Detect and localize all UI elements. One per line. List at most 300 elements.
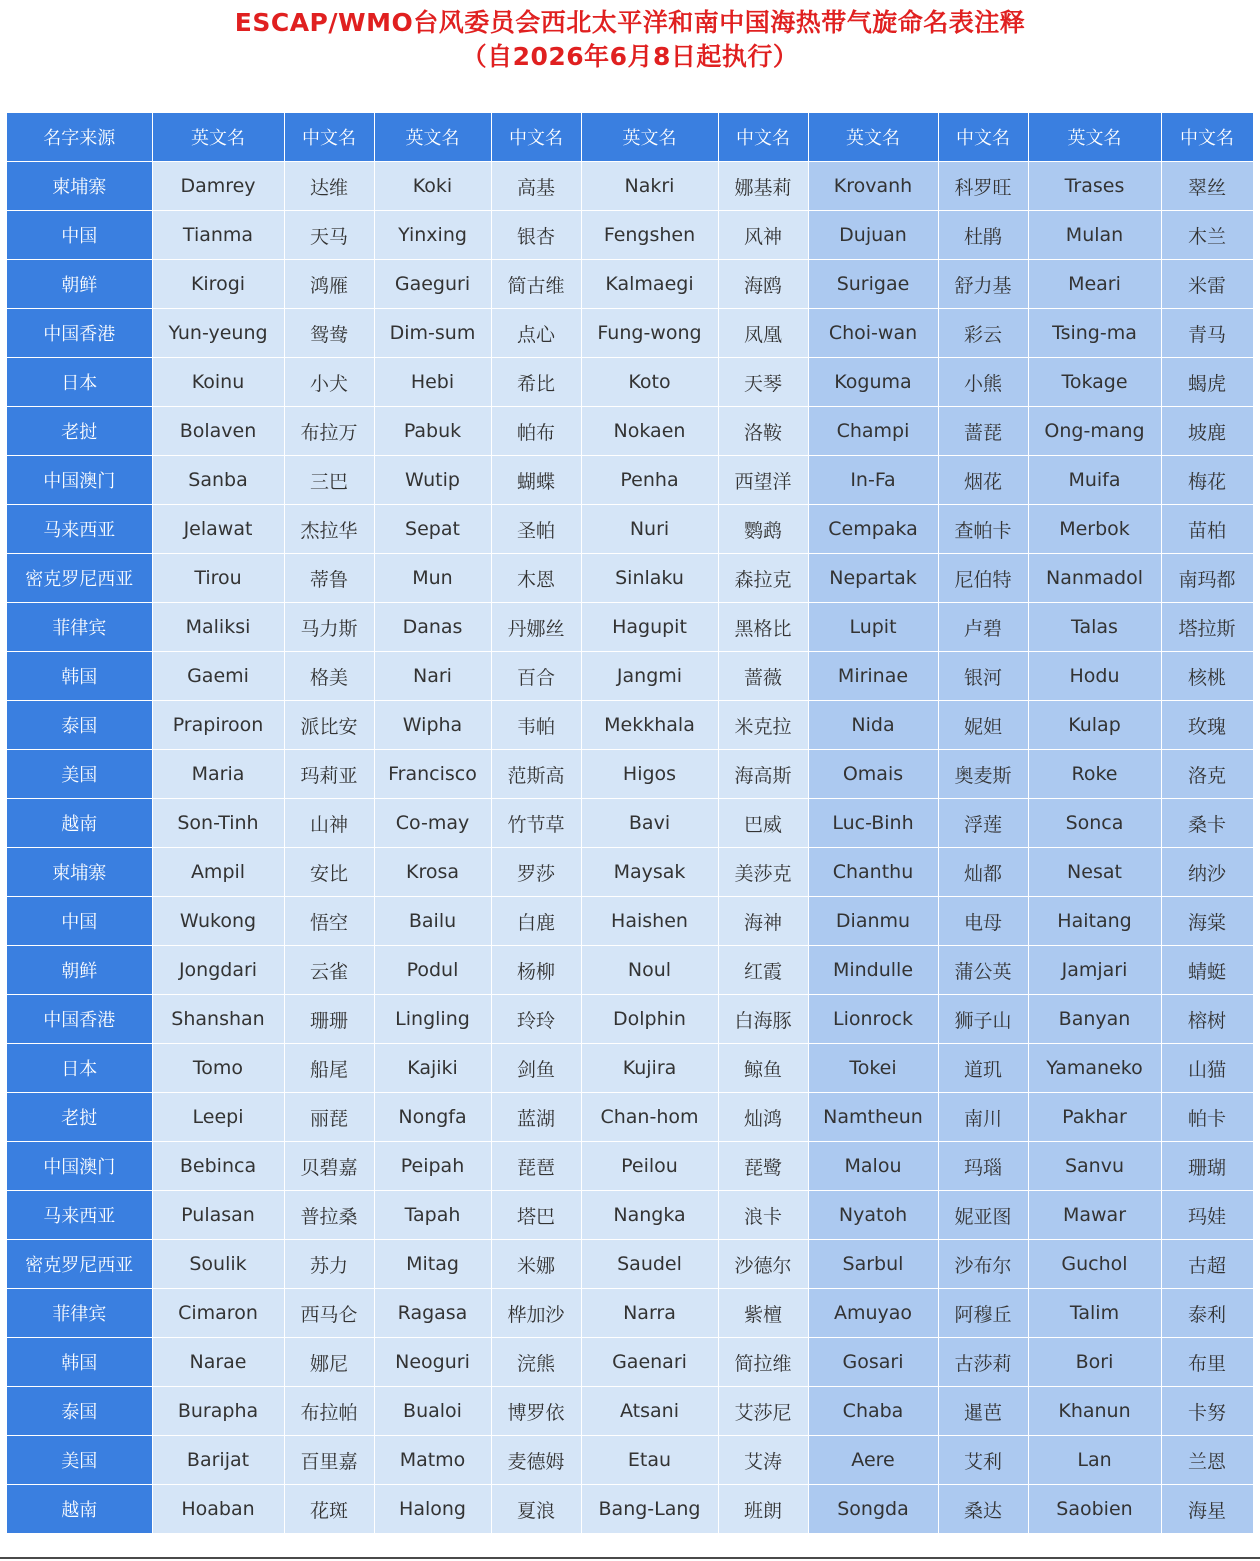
chinese-name-cell: 玛莉亚	[284, 750, 374, 799]
chinese-name-cell: 贝碧嘉	[284, 1142, 374, 1191]
chinese-name-cell: 山神	[284, 799, 374, 848]
english-name-cell: Chaba	[808, 1387, 938, 1436]
english-name-cell: Guchol	[1028, 1240, 1161, 1289]
table-row	[7, 358, 1253, 407]
english-name-cell: Songda	[808, 1485, 938, 1534]
chinese-name-cell: 桑卡	[1161, 799, 1253, 848]
chinese-name-cell: 蝴蝶	[491, 456, 581, 505]
english-name-cell: Tapah	[374, 1191, 491, 1240]
chinese-name-cell: 古莎莉	[938, 1338, 1028, 1387]
chinese-name-cell: 翠丝	[1161, 162, 1253, 211]
english-name-cell: Halong	[374, 1485, 491, 1534]
english-name-cell: Talim	[1028, 1289, 1161, 1338]
english-name-cell: Krovanh	[808, 162, 938, 211]
chinese-name-cell: 塔拉斯	[1161, 603, 1253, 652]
chinese-name-cell: 古超	[1161, 1240, 1253, 1289]
chinese-name-cell: 卡努	[1161, 1387, 1253, 1436]
english-name-cell: Khanun	[1028, 1387, 1161, 1436]
english-name-cell: Gosari	[808, 1338, 938, 1387]
chinese-name-cell: 海高斯	[718, 750, 808, 799]
chinese-name-cell: 灿都	[938, 848, 1028, 897]
chinese-name-cell: 西望洋	[718, 456, 808, 505]
chinese-name-cell: 丽琵	[284, 1093, 374, 1142]
english-name-cell: Wutip	[374, 456, 491, 505]
english-name-cell: Narae	[152, 1338, 284, 1387]
chinese-name-cell: 希比	[491, 358, 581, 407]
english-name-cell: Muifa	[1028, 456, 1161, 505]
english-name-cell: Mindulle	[808, 946, 938, 995]
english-name-cell: Dujuan	[808, 211, 938, 260]
english-name-cell: Omais	[808, 750, 938, 799]
table-row	[7, 1436, 1253, 1485]
chinese-name-cell: 杰拉华	[284, 505, 374, 554]
chinese-name-cell: 苗柏	[1161, 505, 1253, 554]
table-row	[7, 995, 1253, 1044]
chinese-name-cell: 蔷薇	[718, 652, 808, 701]
english-name-cell: Co-may	[374, 799, 491, 848]
english-name-cell: Pabuk	[374, 407, 491, 456]
english-name-cell: Hebi	[374, 358, 491, 407]
english-name-cell: Amuyao	[808, 1289, 938, 1338]
english-name-cell: Cempaka	[808, 505, 938, 554]
header-english-name: 英文名	[1028, 113, 1161, 162]
name-source-cell: 中国香港	[7, 309, 152, 358]
english-name-cell: Kujira	[581, 1044, 718, 1093]
english-name-cell: Prapiroon	[152, 701, 284, 750]
chinese-name-cell: 玲玲	[491, 995, 581, 1044]
english-name-cell: Podul	[374, 946, 491, 995]
chinese-name-cell: 珊瑚	[1161, 1142, 1253, 1191]
chinese-name-cell: 银河	[938, 652, 1028, 701]
english-name-cell: Luc-Binh	[808, 799, 938, 848]
english-name-cell: Mekkhala	[581, 701, 718, 750]
english-name-cell: Kirogi	[152, 260, 284, 309]
english-name-cell: Nesat	[1028, 848, 1161, 897]
english-name-cell: Maria	[152, 750, 284, 799]
english-name-cell: Nakri	[581, 162, 718, 211]
header-chinese-name: 中文名	[491, 113, 581, 162]
english-name-cell: Mun	[374, 554, 491, 603]
chinese-name-cell: 坡鹿	[1161, 407, 1253, 456]
name-source-cell: 美国	[7, 1436, 152, 1485]
english-name-cell: Bualoi	[374, 1387, 491, 1436]
english-name-cell: In-Fa	[808, 456, 938, 505]
chinese-name-cell: 玛娃	[1161, 1191, 1253, 1240]
english-name-cell: Lan	[1028, 1436, 1161, 1485]
chinese-name-cell: 彩云	[938, 309, 1028, 358]
chinese-name-cell: 范斯高	[491, 750, 581, 799]
chinese-name-cell: 西马仑	[284, 1289, 374, 1338]
chinese-name-cell: 舒力基	[938, 260, 1028, 309]
english-name-cell: Yun-yeung	[152, 309, 284, 358]
chinese-name-cell: 山猫	[1161, 1044, 1253, 1093]
english-name-cell: Nanmadol	[1028, 554, 1161, 603]
english-name-cell: Ong-mang	[1028, 407, 1161, 456]
header-chinese-name: 中文名	[718, 113, 808, 162]
table-row	[7, 554, 1253, 603]
english-name-cell: Higos	[581, 750, 718, 799]
table-row	[7, 603, 1253, 652]
chinese-name-cell: 杜鹃	[938, 211, 1028, 260]
chinese-name-cell: 风神	[718, 211, 808, 260]
chinese-name-cell: 阿穆丘	[938, 1289, 1028, 1338]
name-source-cell: 菲律宾	[7, 1289, 152, 1338]
chinese-name-cell: 沙德尔	[718, 1240, 808, 1289]
chinese-name-cell: 米雷	[1161, 260, 1253, 309]
english-name-cell: Tianma	[152, 211, 284, 260]
header-name-source: 名字来源	[7, 113, 152, 162]
chinese-name-cell: 沙布尔	[938, 1240, 1028, 1289]
english-name-cell: Francisco	[374, 750, 491, 799]
chinese-name-cell: 灿鸿	[718, 1093, 808, 1142]
english-name-cell: Namtheun	[808, 1093, 938, 1142]
english-name-cell: Jangmi	[581, 652, 718, 701]
chinese-name-cell: 百合	[491, 652, 581, 701]
chinese-name-cell: 小熊	[938, 358, 1028, 407]
chinese-name-cell: 花斑	[284, 1485, 374, 1534]
chinese-name-cell: 玛瑙	[938, 1142, 1028, 1191]
name-source-cell: 朝鲜	[7, 260, 152, 309]
english-name-cell: Hodu	[1028, 652, 1161, 701]
english-name-cell: Bailu	[374, 897, 491, 946]
english-name-cell: Nida	[808, 701, 938, 750]
english-name-cell: Mirinae	[808, 652, 938, 701]
chinese-name-cell: 布里	[1161, 1338, 1253, 1387]
english-name-cell: Jamjari	[1028, 946, 1161, 995]
chinese-name-cell: 红霞	[718, 946, 808, 995]
chinese-name-cell: 珊珊	[284, 995, 374, 1044]
typhoon-naming-table	[7, 113, 1254, 1534]
english-name-cell: Trases	[1028, 162, 1161, 211]
english-name-cell: Mawar	[1028, 1191, 1161, 1240]
english-name-cell: Maysak	[581, 848, 718, 897]
english-name-cell: Krosa	[374, 848, 491, 897]
table-row	[7, 309, 1253, 358]
chinese-name-cell: 蒲公英	[938, 946, 1028, 995]
chinese-name-cell: 布拉万	[284, 407, 374, 456]
table-row	[7, 1191, 1253, 1240]
english-name-cell: Shanshan	[152, 995, 284, 1044]
name-source-cell: 老挝	[7, 1093, 152, 1142]
chinese-name-cell: 卢碧	[938, 603, 1028, 652]
table-body	[7, 162, 1253, 1534]
english-name-cell: Tsing-ma	[1028, 309, 1161, 358]
table-row	[7, 1044, 1253, 1093]
chinese-name-cell: 海神	[718, 897, 808, 946]
english-name-cell: Sanvu	[1028, 1142, 1161, 1191]
chinese-name-cell: 道玑	[938, 1044, 1028, 1093]
chinese-name-cell: 榕树	[1161, 995, 1253, 1044]
chinese-name-cell: 桦加沙	[491, 1289, 581, 1338]
chinese-name-cell: 纳沙	[1161, 848, 1253, 897]
chinese-name-cell: 罗莎	[491, 848, 581, 897]
english-name-cell: Peilou	[581, 1142, 718, 1191]
chinese-name-cell: 米娜	[491, 1240, 581, 1289]
chinese-name-cell: 木恩	[491, 554, 581, 603]
page-title: ESCAP/WMO台风委员会西北太平洋和南中国海热带气旋命名表注释	[234, 8, 1026, 37]
english-name-cell: Jelawat	[152, 505, 284, 554]
chinese-name-cell: 查帕卡	[938, 505, 1028, 554]
english-name-cell: Tirou	[152, 554, 284, 603]
chinese-name-cell: 悟空	[284, 897, 374, 946]
table-row	[7, 946, 1253, 995]
chinese-name-cell: 黑格比	[718, 603, 808, 652]
table-row	[7, 456, 1253, 505]
english-name-cell: Tokei	[808, 1044, 938, 1093]
name-source-cell: 马来西亚	[7, 1191, 152, 1240]
chinese-name-cell: 浪卡	[718, 1191, 808, 1240]
chinese-name-cell: 鸳鸯	[284, 309, 374, 358]
english-name-cell: Sanba	[152, 456, 284, 505]
english-name-cell: Son-Tinh	[152, 799, 284, 848]
english-name-cell: Nangka	[581, 1191, 718, 1240]
chinese-name-cell: 浣熊	[491, 1338, 581, 1387]
table-row	[7, 1387, 1253, 1436]
english-name-cell: Mulan	[1028, 211, 1161, 260]
chinese-name-cell: 兰恩	[1161, 1436, 1253, 1485]
english-name-cell: Dianmu	[808, 897, 938, 946]
english-name-cell: Jongdari	[152, 946, 284, 995]
chinese-name-cell: 帕卡	[1161, 1093, 1253, 1142]
english-name-cell: Maliksi	[152, 603, 284, 652]
english-name-cell: Haitang	[1028, 897, 1161, 946]
english-name-cell: Chan-hom	[581, 1093, 718, 1142]
english-name-cell: Lupit	[808, 603, 938, 652]
english-name-cell: Dim-sum	[374, 309, 491, 358]
chinese-name-cell: 浮莲	[938, 799, 1028, 848]
name-source-cell: 中国	[7, 897, 152, 946]
chinese-name-cell: 海星	[1161, 1485, 1253, 1534]
chinese-name-cell: 紫檀	[718, 1289, 808, 1338]
name-source-cell: 美国	[7, 750, 152, 799]
chinese-name-cell: 班朗	[718, 1485, 808, 1534]
table-row	[7, 1485, 1253, 1534]
english-name-cell: Wipha	[374, 701, 491, 750]
chinese-name-cell: 夏浪	[491, 1485, 581, 1534]
english-name-cell: Fengshen	[581, 211, 718, 260]
english-name-cell: Kulap	[1028, 701, 1161, 750]
chinese-name-cell: 玫瑰	[1161, 701, 1253, 750]
english-name-cell: Gaenari	[581, 1338, 718, 1387]
chinese-name-cell: 南玛都	[1161, 554, 1253, 603]
chinese-name-cell: 白海豚	[718, 995, 808, 1044]
chinese-name-cell: 蜻蜓	[1161, 946, 1253, 995]
header-chinese-name: 中文名	[1161, 113, 1253, 162]
english-name-cell: Danas	[374, 603, 491, 652]
chinese-name-cell: 丹娜丝	[491, 603, 581, 652]
chinese-name-cell: 鸿雁	[284, 260, 374, 309]
name-source-cell: 老挝	[7, 407, 152, 456]
chinese-name-cell: 妮亚图	[938, 1191, 1028, 1240]
english-name-cell: Tomo	[152, 1044, 284, 1093]
english-name-cell: Champi	[808, 407, 938, 456]
chinese-name-cell: 麦德姆	[491, 1436, 581, 1485]
table-row	[7, 162, 1253, 211]
chinese-name-cell: 百里嘉	[284, 1436, 374, 1485]
chinese-name-cell: 凤凰	[718, 309, 808, 358]
english-name-cell: Yamaneko	[1028, 1044, 1161, 1093]
table-row	[7, 701, 1253, 750]
english-name-cell: Hoaban	[152, 1485, 284, 1534]
chinese-name-cell: 达维	[284, 162, 374, 211]
chinese-name-cell: 森拉克	[718, 554, 808, 603]
chinese-name-cell: 妮妲	[938, 701, 1028, 750]
table-header-row	[7, 113, 1253, 162]
english-name-cell: Nyatoh	[808, 1191, 938, 1240]
chinese-name-cell: 剑鱼	[491, 1044, 581, 1093]
chinese-name-cell: 白鹿	[491, 897, 581, 946]
chinese-name-cell: 核桃	[1161, 652, 1253, 701]
name-source-cell: 密克罗尼西亚	[7, 1240, 152, 1289]
chinese-name-cell: 天马	[284, 211, 374, 260]
bottom-divider	[0, 1557, 1260, 1559]
chinese-name-cell: 马力斯	[284, 603, 374, 652]
english-name-cell: Damrey	[152, 162, 284, 211]
name-source-cell: 柬埔寨	[7, 848, 152, 897]
chinese-name-cell: 梅花	[1161, 456, 1253, 505]
chinese-name-cell: 杨柳	[491, 946, 581, 995]
title-block	[0, 0, 1260, 112]
table-row	[7, 1142, 1253, 1191]
name-source-cell: 泰国	[7, 1387, 152, 1436]
chinese-name-cell: 海鸥	[718, 260, 808, 309]
header-english-name: 英文名	[581, 113, 718, 162]
english-name-cell: Saobien	[1028, 1485, 1161, 1534]
english-name-cell: Bolaven	[152, 407, 284, 456]
table-row	[7, 897, 1253, 946]
chinese-name-cell: 琵鹭	[718, 1142, 808, 1191]
english-name-cell: Yinxing	[374, 211, 491, 260]
english-name-cell: Bavi	[581, 799, 718, 848]
chinese-name-cell: 格美	[284, 652, 374, 701]
english-name-cell: Hagupit	[581, 603, 718, 652]
english-name-cell: Bebinca	[152, 1142, 284, 1191]
english-name-cell: Pakhar	[1028, 1093, 1161, 1142]
name-source-cell: 密克罗尼西亚	[7, 554, 152, 603]
chinese-name-cell: 南川	[938, 1093, 1028, 1142]
english-name-cell: Lionrock	[808, 995, 938, 1044]
chinese-name-cell: 安比	[284, 848, 374, 897]
english-name-cell: Dolphin	[581, 995, 718, 1044]
name-source-cell: 菲律宾	[7, 603, 152, 652]
english-name-cell: Etau	[581, 1436, 718, 1485]
table-row	[7, 652, 1253, 701]
chinese-name-cell: 鹦鹉	[718, 505, 808, 554]
chinese-name-cell: 帕布	[491, 407, 581, 456]
english-name-cell: Pulasan	[152, 1191, 284, 1240]
english-name-cell: Wukong	[152, 897, 284, 946]
table-row	[7, 1240, 1253, 1289]
name-source-cell: 柬埔寨	[7, 162, 152, 211]
chinese-name-cell: 蓝湖	[491, 1093, 581, 1142]
english-name-cell: Mitag	[374, 1240, 491, 1289]
english-name-cell: Narra	[581, 1289, 718, 1338]
english-name-cell: Atsani	[581, 1387, 718, 1436]
english-name-cell: Saudel	[581, 1240, 718, 1289]
name-source-cell: 中国香港	[7, 995, 152, 1044]
english-name-cell: Nuri	[581, 505, 718, 554]
name-source-cell: 越南	[7, 1485, 152, 1534]
name-source-cell: 中国	[7, 211, 152, 260]
english-name-cell: Nongfa	[374, 1093, 491, 1142]
table-row	[7, 1338, 1253, 1387]
chinese-name-cell: 蝎虎	[1161, 358, 1253, 407]
chinese-name-cell: 圣帕	[491, 505, 581, 554]
chinese-name-cell: 银杏	[491, 211, 581, 260]
chinese-name-cell: 青马	[1161, 309, 1253, 358]
chinese-name-cell: 艾莎尼	[718, 1387, 808, 1436]
english-name-cell: Koto	[581, 358, 718, 407]
english-name-cell: Matmo	[374, 1436, 491, 1485]
chinese-name-cell: 韦帕	[491, 701, 581, 750]
chinese-name-cell: 奥麦斯	[938, 750, 1028, 799]
english-name-cell: Choi-wan	[808, 309, 938, 358]
name-source-cell: 马来西亚	[7, 505, 152, 554]
english-name-cell: Ampil	[152, 848, 284, 897]
chinese-name-cell: 科罗旺	[938, 162, 1028, 211]
chinese-name-cell: 美莎克	[718, 848, 808, 897]
english-name-cell: Gaemi	[152, 652, 284, 701]
english-name-cell: Banyan	[1028, 995, 1161, 1044]
chinese-name-cell: 巴威	[718, 799, 808, 848]
name-source-cell: 中国澳门	[7, 1142, 152, 1191]
english-name-cell: Barijat	[152, 1436, 284, 1485]
table-row	[7, 260, 1253, 309]
english-name-cell: Peipah	[374, 1142, 491, 1191]
english-name-cell: Fung-wong	[581, 309, 718, 358]
english-name-cell: Burapha	[152, 1387, 284, 1436]
chinese-name-cell: 蔷琵	[938, 407, 1028, 456]
english-name-cell: Malou	[808, 1142, 938, 1191]
name-source-cell: 韩国	[7, 652, 152, 701]
name-source-cell: 中国澳门	[7, 456, 152, 505]
english-name-cell: Gaeguri	[374, 260, 491, 309]
table-row	[7, 1093, 1253, 1142]
chinese-name-cell: 艾涛	[718, 1436, 808, 1485]
chinese-name-cell: 云雀	[284, 946, 374, 995]
header-chinese-name: 中文名	[938, 113, 1028, 162]
english-name-cell: Noul	[581, 946, 718, 995]
chinese-name-cell: 苏力	[284, 1240, 374, 1289]
chinese-name-cell: 洛鞍	[718, 407, 808, 456]
chinese-name-cell: 布拉帕	[284, 1387, 374, 1436]
chinese-name-cell: 三巴	[284, 456, 374, 505]
header-english-name: 英文名	[152, 113, 284, 162]
naming-table-container	[7, 113, 1253, 1534]
chinese-name-cell: 小犬	[284, 358, 374, 407]
chinese-name-cell: 狮子山	[938, 995, 1028, 1044]
chinese-name-cell: 艾利	[938, 1436, 1028, 1485]
table-row	[7, 1289, 1253, 1338]
english-name-cell: Lingling	[374, 995, 491, 1044]
english-name-cell: Nari	[374, 652, 491, 701]
chinese-name-cell: 桑达	[938, 1485, 1028, 1534]
english-name-cell: Sinlaku	[581, 554, 718, 603]
english-name-cell: Talas	[1028, 603, 1161, 652]
english-name-cell: Sonca	[1028, 799, 1161, 848]
english-name-cell: Penha	[581, 456, 718, 505]
chinese-name-cell: 海棠	[1161, 897, 1253, 946]
header-english-name: 英文名	[808, 113, 938, 162]
chinese-name-cell: 天琴	[718, 358, 808, 407]
chinese-name-cell: 电母	[938, 897, 1028, 946]
chinese-name-cell: 塔巴	[491, 1191, 581, 1240]
table-row	[7, 750, 1253, 799]
english-name-cell: Surigae	[808, 260, 938, 309]
header-chinese-name: 中文名	[284, 113, 374, 162]
chinese-name-cell: 暹芭	[938, 1387, 1028, 1436]
table-row	[7, 848, 1253, 897]
